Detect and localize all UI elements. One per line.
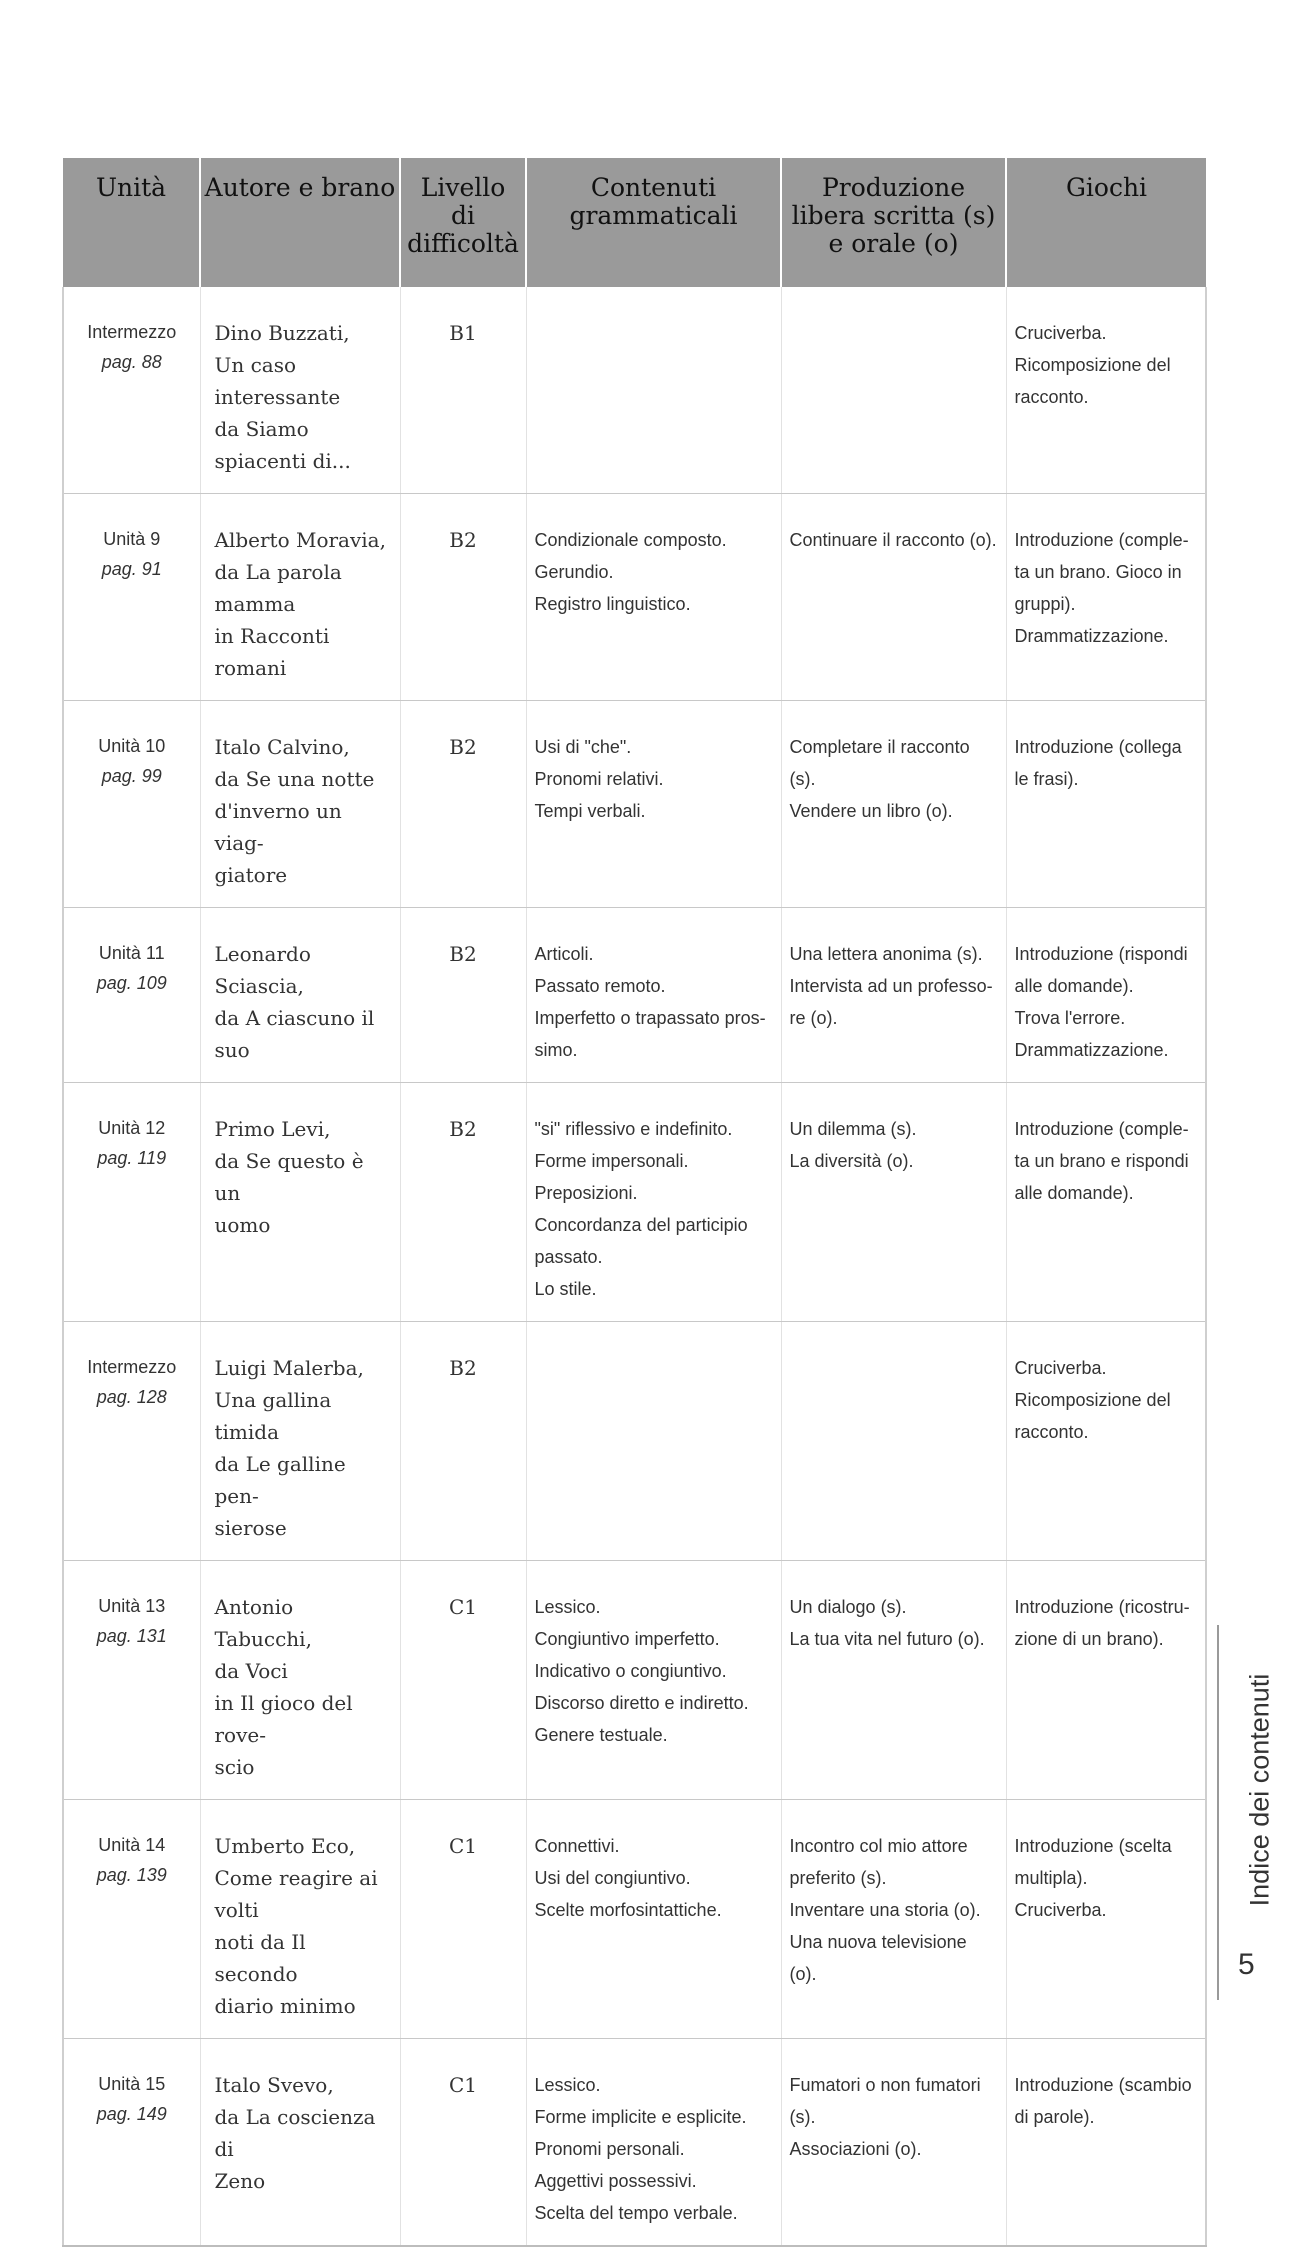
- games-cell: Introduzione (collega le frasi).: [1006, 701, 1206, 908]
- production-cell: Completare il racconto (s). Vendere un libro (o).: [781, 701, 1006, 908]
- unit-label: Unità 11: [98, 943, 165, 963]
- unit-label: Unità 14: [98, 1835, 166, 1855]
- grammar-cell: Connettivi. Usi del congiuntivo. Scelte morfosintattiche.: [526, 1800, 781, 2039]
- page-ref: pag. 119: [97, 1148, 167, 1168]
- grammar-cell: Articoli. Passato remoto. Imperfetto o trapassato pros- simo.: [526, 908, 781, 1083]
- page-ref: pag. 149: [96, 2104, 167, 2124]
- level-cell: C1: [400, 1800, 526, 2039]
- author-cell: Italo Calvino, da Se una notte d'inverno un viag- giatore: [200, 701, 400, 908]
- page-ref: pag. 91: [101, 559, 162, 579]
- unit-cell: [63, 1561, 200, 1800]
- table-row: [63, 1800, 1206, 2039]
- level-cell: B2: [400, 1322, 526, 1561]
- unit-label: Intermezzo: [87, 1357, 177, 1377]
- author-cell: Dino Buzzati, Un caso interessante da Siamo spiacenti di...: [200, 287, 400, 494]
- table-row: [63, 2039, 1206, 2247]
- games-cell: Cruciverba. Ricomposizione del racconto.: [1006, 287, 1206, 494]
- unit-cell: [63, 494, 200, 701]
- grammar-cell: [526, 1322, 781, 1561]
- header-author-passage: Autore e brano: [200, 158, 400, 287]
- production-cell: Un dialogo (s). La tua vita nel futuro (o).: [781, 1561, 1006, 1800]
- table-row: [63, 701, 1206, 908]
- unit-label: Unità 10: [98, 736, 166, 756]
- grammar-cell: Lessico. Forme implicite e esplicite. Pronomi personali. Aggettivi possessivi. Scelta del tempo verbale.: [526, 2039, 781, 2247]
- section-title: Indice dei contenuti: [1244, 1673, 1275, 1907]
- level-cell: B2: [400, 494, 526, 701]
- production-cell: Incontro col mio attore preferito (s). Inventare una storia (o). Una nuova televisione (o).: [781, 1800, 1006, 2039]
- author-cell: Umberto Eco, Come reagire ai volti noti da Il secondo diario minimo: [200, 1800, 400, 2039]
- grammar-cell: Usi di "che". Pronomi relativi. Tempi verbali.: [526, 701, 781, 908]
- table-row: [63, 1322, 1206, 1561]
- unit-label: Unità 12: [98, 1118, 166, 1138]
- table-row: [63, 494, 1206, 701]
- level-cell: B2: [400, 701, 526, 908]
- games-cell: Introduzione (comple- ta un brano. Gioco in gruppi). Drammatizzazione.: [1006, 494, 1206, 701]
- table-row: [63, 287, 1206, 494]
- unit-label: Unità 9: [103, 529, 161, 549]
- unit-cell: [63, 1322, 200, 1561]
- level-cell: C1: [400, 1561, 526, 1800]
- unit-cell: [63, 1083, 200, 1322]
- production-cell: [781, 287, 1006, 494]
- table-header: [63, 158, 1206, 287]
- page-ref: pag. 109: [96, 973, 167, 993]
- author-cell: Italo Svevo, da La coscienza di Zeno: [200, 2039, 400, 2247]
- unit-label: Unità 13: [98, 1596, 166, 1616]
- unit-cell: [63, 701, 200, 908]
- games-cell: Introduzione (scambio di parole).: [1006, 2039, 1206, 2247]
- page-ref: pag. 131: [96, 1626, 167, 1646]
- games-cell: Cruciverba. Ricomposizione del racconto.: [1006, 1322, 1206, 1561]
- unit-cell: [63, 2039, 200, 2247]
- level-cell: B2: [400, 908, 526, 1083]
- table-row: [63, 1083, 1206, 1322]
- header-difficulty-text: Livello di difficoltà: [407, 173, 519, 258]
- grammar-cell: Condizionale composto. Gerundio. Registro linguistico.: [526, 494, 781, 701]
- page-ref: pag. 99: [101, 766, 162, 786]
- grammar-cell: "si" riflessivo e indefinito. Forme impersonali. Preposizioni. Concordanza del participio passato. Lo stile.: [526, 1083, 781, 1322]
- level-cell: C1: [400, 2039, 526, 2247]
- author-cell: Luigi Malerba, Una gallina timida da Le galline pen- sierose: [200, 1322, 400, 1561]
- author-cell: Primo Levi, da Se questo è un uomo: [200, 1083, 400, 1322]
- header-production: [781, 158, 1006, 287]
- table-row: [63, 908, 1206, 1083]
- games-cell: Introduzione (ricostru- zione di un brano).: [1006, 1561, 1206, 1800]
- grammar-cell: Lessico. Congiuntivo imperfetto. Indicativo o congiuntivo. Discorso diretto e indiretto. Genere testuale.: [526, 1561, 781, 1800]
- author-cell: Antonio Tabucchi, da Voci in Il gioco del rove- scio: [200, 1561, 400, 1800]
- table-row: [63, 1561, 1206, 1800]
- games-cell: Introduzione (scelta multipla). Cruciverba.: [1006, 1800, 1206, 2039]
- level-cell: B2: [400, 1083, 526, 1322]
- page-number: 5: [1238, 1948, 1255, 1981]
- unit-cell: [63, 1800, 200, 2039]
- unit-label: Intermezzo: [87, 322, 177, 342]
- level-cell: B1: [400, 287, 526, 494]
- games-cell: Introduzione (rispondi alle domande). Trova l'errore. Drammatizzazione.: [1006, 908, 1206, 1083]
- production-cell: [781, 1322, 1006, 1561]
- grammar-cell: [526, 287, 781, 494]
- unit-cell: [63, 287, 200, 494]
- sidebar-divider: [1217, 1625, 1219, 2000]
- page-ref: pag. 88: [101, 352, 162, 372]
- games-cell: Introduzione (comple- ta un brano e rispondi alle domande).: [1006, 1083, 1206, 1322]
- author-cell: Alberto Moravia, da La parola mamma in Racconti romani: [200, 494, 400, 701]
- header-difficulty: [400, 158, 526, 287]
- production-cell: Fumatori o non fumatori (s). Associazioni (o).: [781, 2039, 1006, 2247]
- table-body: [63, 287, 1206, 2246]
- unit-cell: [63, 908, 200, 1083]
- production-cell: Continuare il racconto (o).: [781, 494, 1006, 701]
- header-grammar-text: Contenuti grammaticali: [569, 173, 738, 230]
- header-production-text: Produzione libera scritta (s) e orale (o): [791, 173, 996, 258]
- production-cell: Un dilemma (s). La diversità (o).: [781, 1083, 1006, 1322]
- unit-label: Unità 15: [98, 2074, 166, 2094]
- page-ref: pag. 128: [96, 1387, 167, 1407]
- header-grammar: [526, 158, 781, 287]
- header-games: Giochi: [1006, 158, 1206, 287]
- header-unit: Unità: [63, 158, 200, 287]
- contents-table: [62, 158, 1207, 2247]
- page-ref: pag. 139: [96, 1865, 167, 1885]
- author-cell: Leonardo Sciascia, da A ciascuno il suo: [200, 908, 400, 1083]
- production-cell: Una lettera anonima (s). Intervista ad un professo- re (o).: [781, 908, 1006, 1083]
